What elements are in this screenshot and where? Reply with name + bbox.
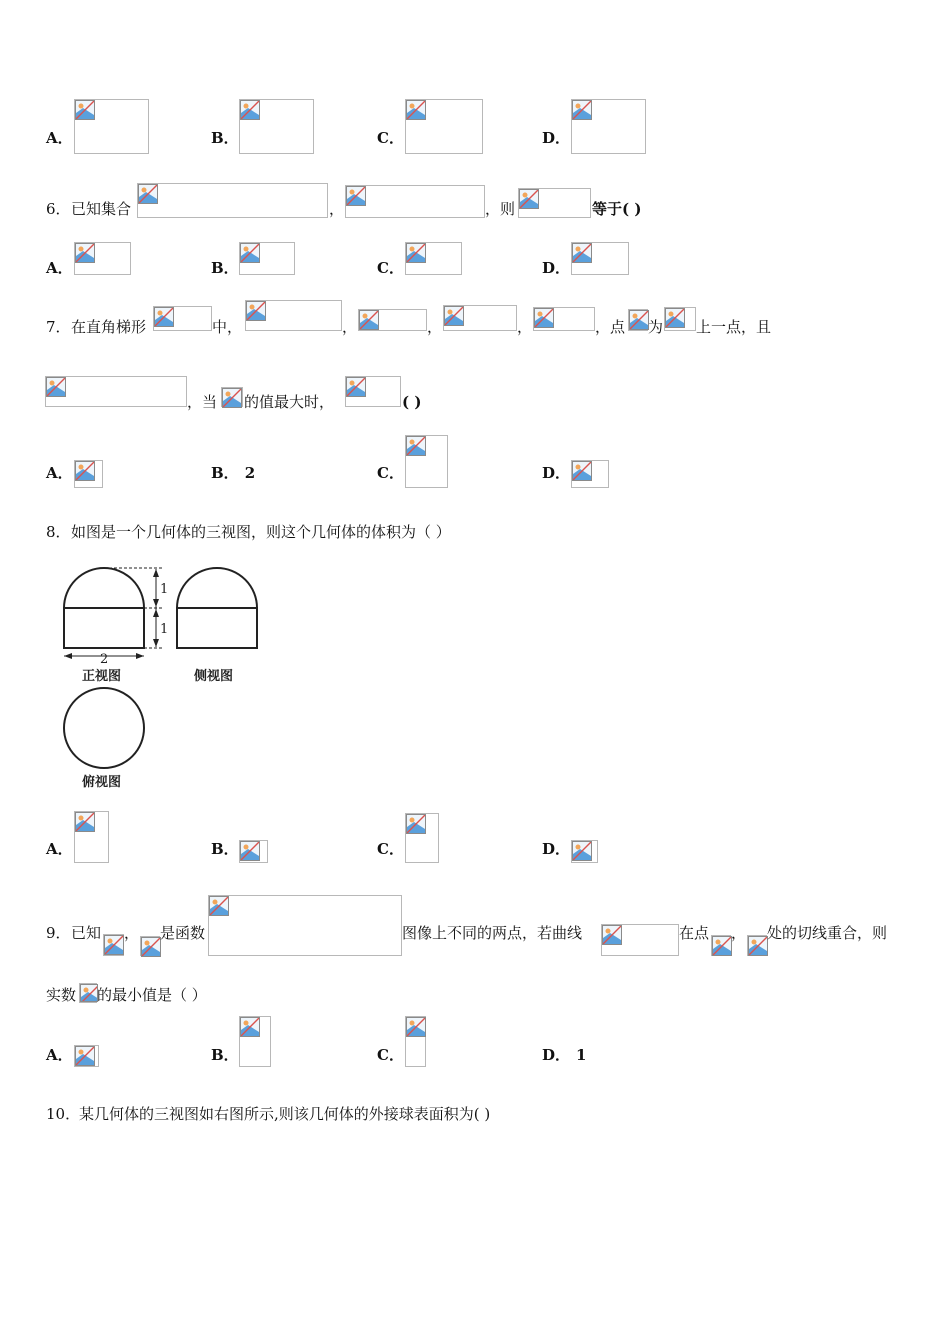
q9-point-a xyxy=(103,934,124,956)
q9-option-d[interactable] xyxy=(542,1046,586,1064)
broken-image-icon xyxy=(240,100,260,120)
q7-condition-2 xyxy=(358,309,427,331)
broken-image-icon xyxy=(406,243,426,263)
broken-image-icon xyxy=(104,935,124,955)
broken-image-icon xyxy=(46,377,66,397)
q8-option-b-image xyxy=(239,840,268,863)
q7-text-7: 的值最大时， xyxy=(244,393,335,411)
q6-option-d-image xyxy=(571,242,629,275)
q9-option-c[interactable] xyxy=(377,1046,404,1064)
broken-image-icon xyxy=(141,937,161,957)
three-view-figure xyxy=(52,560,282,800)
q7-option-d[interactable] xyxy=(542,464,570,482)
broken-image-icon xyxy=(406,1017,426,1037)
q7-comma-2: ， xyxy=(427,318,443,336)
broken-image-icon xyxy=(80,984,98,1002)
q8-option-d[interactable] xyxy=(542,840,570,858)
q6-number: 6． xyxy=(46,200,71,218)
option-letter: A． xyxy=(46,464,73,482)
q7-point xyxy=(628,309,648,331)
q7-number: 7． xyxy=(46,318,71,336)
q9-text-1: 已知 xyxy=(71,924,102,942)
q6-sep: ， xyxy=(329,200,345,218)
q5-option-d[interactable] xyxy=(542,129,570,147)
q5-option-b-image xyxy=(239,99,314,154)
q6-option-a[interactable] xyxy=(46,259,73,277)
broken-image-icon xyxy=(75,1046,95,1066)
q8-text: 如图是一个几何体的三视图，则这个几何体的体积为（ ） xyxy=(71,523,451,541)
option-letter: B． xyxy=(211,1046,239,1064)
q6-text-3: 等于( ) xyxy=(592,200,642,218)
q6-option-a-image xyxy=(74,242,131,275)
q7-option-c-image xyxy=(405,435,448,488)
q9-text-7: 处的切线重合，则 xyxy=(767,924,888,942)
broken-image-icon xyxy=(572,461,592,481)
broken-image-icon xyxy=(75,100,95,120)
q9-text-3: 是函数 xyxy=(160,924,206,942)
side-view xyxy=(177,568,257,648)
q7-variable xyxy=(221,387,243,407)
q7-text-3: ，点 xyxy=(595,318,626,336)
q9-text-2: ， xyxy=(124,924,140,942)
q9-text-5: 在点 xyxy=(679,924,710,942)
option-value: 1 xyxy=(576,1046,587,1064)
q7-condition-3 xyxy=(443,305,517,331)
q9-text-4: 图像上不同的两点，若曲线 xyxy=(402,924,583,942)
q5-option-b[interactable] xyxy=(211,129,239,147)
q9-tangent-point-a xyxy=(711,935,731,956)
q7-text-6: ，当 xyxy=(187,393,218,411)
q8-option-c-image xyxy=(405,813,439,863)
q5-option-d-image xyxy=(571,99,646,154)
broken-image-icon xyxy=(246,301,266,321)
option-letter: C． xyxy=(377,129,404,147)
q7-comma-3: ， xyxy=(517,318,533,336)
broken-image-icon xyxy=(572,841,592,861)
q7-condition-4 xyxy=(533,307,595,331)
q6-set-b-formula xyxy=(345,185,485,218)
q8-option-c[interactable] xyxy=(377,840,404,858)
q7-target-expression xyxy=(345,376,401,407)
option-letter: D． xyxy=(542,840,571,858)
q9-option-a-image xyxy=(74,1045,99,1067)
q9-text-8: 实数 xyxy=(46,986,77,1004)
q9-tangent-point-b xyxy=(747,935,767,956)
q9-text-9: 的最小值是（ ） xyxy=(97,986,207,1004)
broken-image-icon xyxy=(154,307,174,327)
broken-image-icon xyxy=(240,841,260,861)
option-letter: C． xyxy=(377,840,404,858)
option-letter: C． xyxy=(377,259,404,277)
q10-number: 10． xyxy=(46,1105,81,1123)
broken-image-icon xyxy=(75,243,95,263)
front-view xyxy=(64,568,144,648)
q6-text-1: 已知集合 xyxy=(71,200,132,218)
q7-option-a-image xyxy=(74,460,103,488)
q7-text-4: 为 xyxy=(648,318,664,336)
q5-option-c-image xyxy=(405,99,483,154)
q7-text-1: 在直角梯形 xyxy=(71,318,147,336)
broken-image-icon xyxy=(572,243,592,263)
option-letter: C． xyxy=(377,1046,404,1064)
q6-option-d[interactable] xyxy=(542,259,570,277)
option-letter: A． xyxy=(46,129,73,147)
option-letter: B． xyxy=(211,840,239,858)
broken-image-icon xyxy=(406,100,426,120)
q7-option-b[interactable] xyxy=(211,464,255,482)
option-letter: B． xyxy=(211,129,239,147)
front-view-arc xyxy=(64,568,144,608)
q7-option-a[interactable] xyxy=(46,464,73,482)
q7-comma-1: ， xyxy=(342,318,358,336)
q6-set-a-formula xyxy=(137,183,328,218)
broken-image-icon xyxy=(240,1017,260,1037)
dim-lower-label: 1 xyxy=(160,622,169,637)
q8-number: 8． xyxy=(46,523,71,541)
q9-number: 9． xyxy=(46,924,71,942)
q8-option-b[interactable] xyxy=(211,840,239,858)
front-view-label: 正视图 xyxy=(82,669,122,684)
q10-text: 某几何体的三视图如右图所示,则该几何体的外接球表面积为( ) xyxy=(79,1105,491,1123)
q9-option-b[interactable] xyxy=(211,1046,239,1064)
option-letter: B． xyxy=(211,259,239,277)
q7-condition-1 xyxy=(245,300,342,331)
q7-option-d-image xyxy=(571,460,609,488)
broken-image-icon xyxy=(75,812,95,832)
q6-option-c-image xyxy=(405,242,462,275)
front-view-rect xyxy=(64,608,144,648)
q9-option-c-image xyxy=(405,1016,426,1067)
q7-text-8: ( ) xyxy=(402,393,422,411)
option-letter: A． xyxy=(46,259,73,277)
broken-image-icon xyxy=(406,436,426,456)
broken-image-icon xyxy=(602,925,622,945)
q9-function-definition xyxy=(208,895,402,956)
option-letter: D． xyxy=(542,259,571,277)
q6-text-2: ，则 xyxy=(485,200,516,218)
q7-text-5: 上一点，且 xyxy=(696,318,772,336)
option-letter: A． xyxy=(46,1046,73,1064)
broken-image-icon xyxy=(629,310,649,330)
dim-upper-label: 1 xyxy=(160,582,169,597)
dim-width-label: 2 xyxy=(100,652,109,667)
q8-option-a[interactable] xyxy=(46,840,73,858)
top-view-label: 俯视图 xyxy=(82,775,122,790)
broken-image-icon xyxy=(75,461,95,481)
q6-option-b[interactable] xyxy=(211,259,239,277)
q7-segment xyxy=(664,307,696,331)
broken-image-icon xyxy=(444,306,464,326)
broken-image-icon xyxy=(346,186,366,206)
q9-option-a[interactable] xyxy=(46,1046,73,1064)
broken-image-icon xyxy=(712,936,732,956)
q7-text-2: 中， xyxy=(212,318,243,336)
q9-point-b xyxy=(140,936,160,956)
broken-image-icon xyxy=(572,100,592,120)
option-letter: A． xyxy=(46,840,73,858)
side-view-label: 侧视图 xyxy=(194,669,234,684)
q9-text-6: ， xyxy=(731,924,747,942)
option-letter: D． xyxy=(542,464,571,482)
option-letter: D． xyxy=(542,129,571,147)
broken-image-icon xyxy=(406,814,426,834)
option-letter: C． xyxy=(377,464,404,482)
option-letter: B． xyxy=(211,464,239,482)
top-view-circle xyxy=(64,688,144,768)
broken-image-icon xyxy=(240,243,260,263)
q7-vector-condition xyxy=(45,376,187,407)
q9-option-b-image xyxy=(239,1016,271,1067)
q9-curve xyxy=(601,924,679,956)
q6-option-b-image xyxy=(239,242,295,275)
broken-image-icon xyxy=(748,936,768,956)
q7-trapezoid-name xyxy=(153,306,212,331)
broken-image-icon xyxy=(346,377,366,397)
broken-image-icon xyxy=(209,896,229,916)
q6-option-c[interactable] xyxy=(377,259,404,277)
q5-option-c[interactable] xyxy=(377,129,404,147)
broken-image-icon xyxy=(359,310,379,330)
q7-option-c[interactable] xyxy=(377,464,404,482)
dimension-lines xyxy=(64,568,164,656)
broken-image-icon xyxy=(138,184,158,204)
q8-option-d-image xyxy=(571,840,598,863)
q5-option-a-image xyxy=(74,99,149,154)
q8-option-a-image xyxy=(74,811,109,863)
broken-image-icon xyxy=(519,189,539,209)
option-value: 2 xyxy=(244,464,256,482)
broken-image-icon xyxy=(665,308,685,328)
option-letter: D． xyxy=(542,1046,571,1064)
q6-expression xyxy=(518,188,591,218)
q9-parameter xyxy=(79,983,97,1003)
broken-image-icon xyxy=(222,388,242,408)
broken-image-icon xyxy=(534,308,554,328)
q5-option-a[interactable] xyxy=(46,129,73,147)
